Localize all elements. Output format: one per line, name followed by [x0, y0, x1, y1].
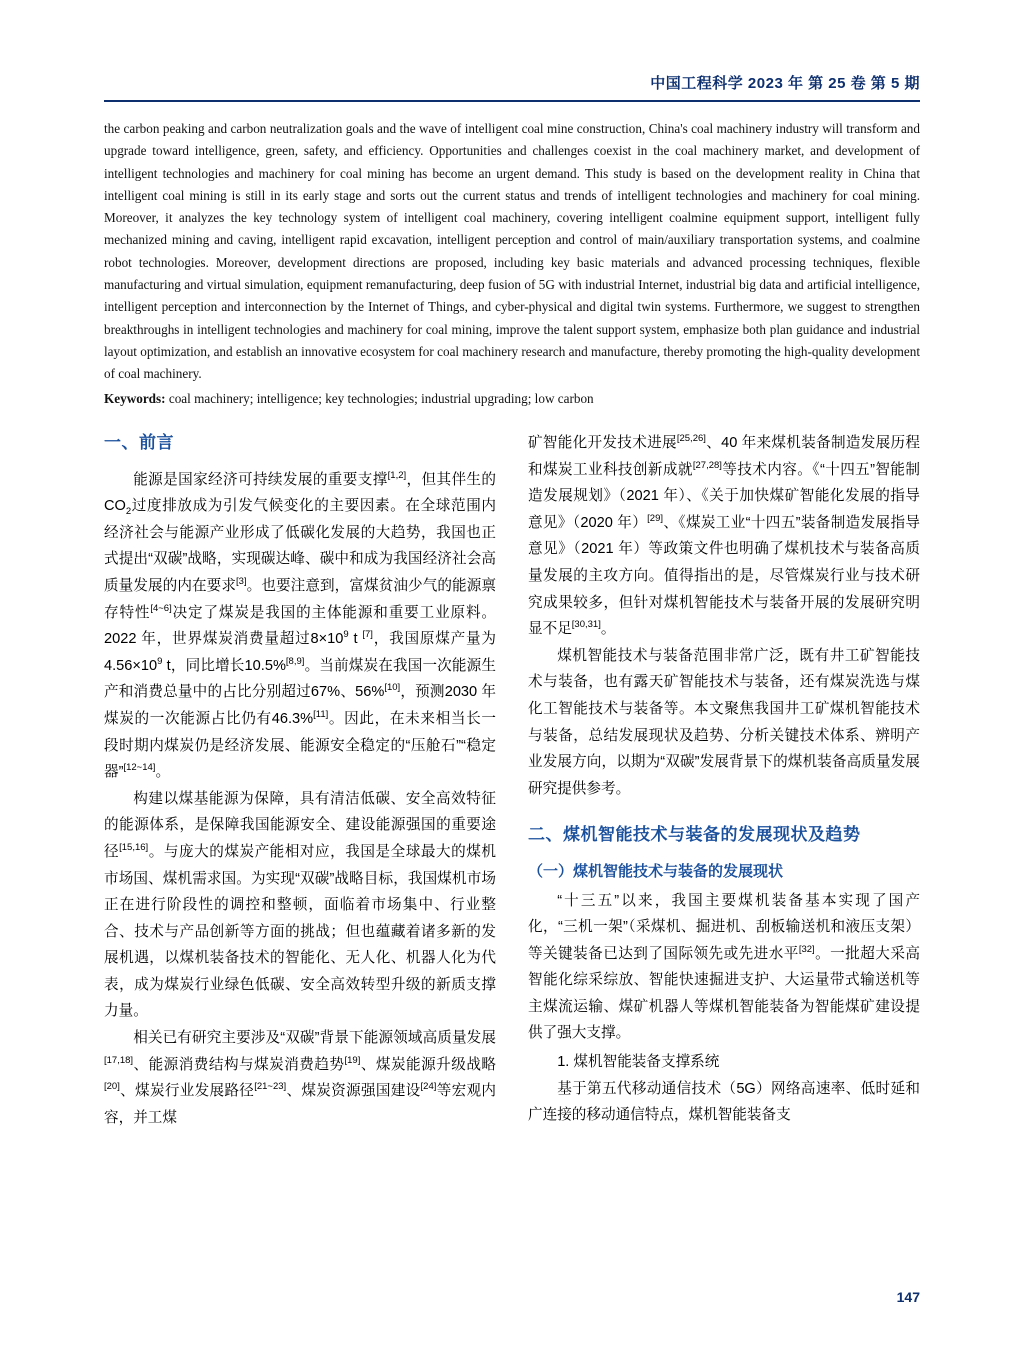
citation-ref: [32]	[798, 943, 815, 955]
exponent: 9	[343, 629, 349, 641]
paragraph-5g: 基于第五代移动通信技术（5G）网络高速率、低时延和广连接的移动通信特点，煤机智能装备支	[528, 1080, 920, 1124]
item-1-title: 1. 煤机智能装备支撑系统	[557, 1054, 720, 1071]
paragraph-status	[528, 888, 920, 1048]
text-run: 能源是国家经济可持续发展的重要支撑	[133, 471, 388, 488]
running-header: 中国工程科学 2023 年 第 25 卷 第 5 期	[650, 75, 920, 92]
subsection-1-title: （一）煤机智能技术与装备的发展现状	[528, 862, 784, 880]
citation-ref: [10]	[384, 682, 401, 694]
text-run: t，同比增长10.5%	[162, 657, 286, 674]
text-run: 。也要注意到，富煤贫油少气的能源禀存特性	[104, 577, 496, 621]
citation-ref: [21~23]	[254, 1081, 287, 1093]
citation-ref: [12~14]	[123, 762, 156, 774]
text-run: 、《煤炭工业“十四五”装备制造发展指导意见》（2021 年）等政策文件也明确了煤机技术与装备高质量发展的主攻方向。值得指出的是，尽管煤炭行业与技术研究成果较多，但针对煤机智能技术与装备开展的发展研究明显不足	[528, 514, 920, 638]
text-run: “十三五”以来，我国主要煤机装备基本实现了国产化，“三机一架”（采煤机、掘进机、刮板输送机和液压支架）等关键装备已达到了国际领先或先进水平	[528, 892, 920, 962]
header-divider	[104, 100, 920, 102]
text-run: 、能源消费结构与煤炭消费趋势	[133, 1056, 345, 1073]
citation-ref: [19]	[344, 1054, 361, 1066]
paragraph-continued	[528, 430, 920, 643]
text-run: 。因此，在未来相当长一段时期内煤炭仍是经济发展、能源安全稳定的“压舱石”“稳定器”	[104, 710, 496, 781]
text-run: 决定了煤炭是我国的主体能源和重要工业原料。2022 年，世界煤炭消费量超过8×10	[104, 604, 496, 648]
citation-ref: [4~6]	[150, 602, 172, 614]
text-run: 。	[600, 621, 616, 638]
section-2-title: 二、煤机智能技术与装备的发展现状及趋势	[528, 825, 861, 845]
text-run: 、煤炭行业发展路径	[119, 1083, 255, 1100]
text-run: 等宏观内容，并工煤	[104, 1083, 496, 1126]
paragraph-3	[104, 1025, 496, 1131]
text-run: 。一批超大采高智能化综采综放、智能快速掘进支护、大运量带式输送机等主煤流运输、煤矿机器人等煤机智能装备为智能煤矿建设提供了强大支撑。	[528, 945, 920, 1042]
text-run: 、40 年来煤机装备制造发展历程和煤炭工业科技创新成就	[528, 435, 920, 478]
text-run: 、煤炭资源强国建设	[286, 1083, 421, 1100]
paragraph-2	[104, 786, 496, 1025]
citation-ref: [1,2]	[387, 469, 407, 481]
citation-ref: [11]	[313, 709, 329, 721]
exponent: 9	[157, 655, 163, 667]
text-run: 相关已有研究主要涉及“双碳”背景下能源领域高质量发展	[133, 1030, 496, 1047]
section-1-title: 一、前言	[104, 433, 174, 452]
text-run: t	[348, 631, 363, 648]
text-run: 等技术内容。《“十四五”智能制造发展规划》（2021 年）、《关于加快煤矿智能化发展的指导意见》（2020 年）	[528, 461, 920, 531]
citation-ref: [27,28]	[692, 459, 722, 471]
paragraph-1	[104, 467, 496, 786]
text-run: 。当前煤炭在我国一次能源生产和消费总量中的占比分别超过67%、56%	[104, 657, 496, 701]
abstract-text: the carbon peaking and carbon neutralization goals and the wave of intelligent coal mine construction, China's coal machinery industry will transform and upgrade toward intelligence, green, safety, and efficiency. Opportunities and challenges coexist in the coal machinery market, and development of intelligent technologies and machinery for coal mining has become an urgent demand. This study is based on the development reality in China that intelligent coal mining is still in its early stage and sorts out the current status and trends of intelligent technologies and machinery for coal mining. Moreover, it analyzes the key technology system of intelligent coal machinery, covering intelligent coalmine equipment support, intelligent fully mechanized mining and caving, intelligent rapid excavation, intelligent perception and control of main/auxiliary transportation systems, and coalmine robot technologies. Moreover, development directions are proposed, including key basic materials and advanced processing techniques, flexible manufacturing and virtual simulation, equipment remanufacturing, deep fusion of 5G with industrial Internet, industrial big data and artificial intelligence, intelligent perception and interconnection by the Internet of Things, and cyber-physical and digital twin systems. Furthermore, we suggest to strengthen breakthroughs in intelligent technologies and machinery for coal mining, improve the talent support system, emphasize both plan guidance and industrial layout optimization, and establish an innovative ecosystem for coal machinery research and manufacture, thereby promoting the high-quality development of coal machinery.	[104, 121, 920, 382]
text-run: ，我国原煤产量为4.56×10	[104, 631, 496, 674]
subscript: 2	[125, 506, 132, 518]
text-run: 构建以煤基能源为保障，具有清洁低碳、安全高效特征的能源体系，是保障我国能源安全、建设能源强国的重要途径	[104, 790, 496, 860]
keywords-line	[104, 388, 920, 410]
text-run: ，预测2030 年煤炭的一次能源占比仍有46.3%	[104, 684, 496, 727]
citation-ref: [20]	[104, 1081, 120, 1093]
citation-ref: [8,9]	[285, 655, 305, 667]
citation-ref: [30,31]	[571, 619, 601, 631]
keywords-value: coal machinery; intelligence; key technologies; industrial upgrading; low carbon	[165, 390, 594, 406]
citation-ref: [17,18]	[104, 1054, 134, 1066]
paragraph-scope: 煤机智能技术与装备范围非常广泛，既有井工矿智能技术与装备，也有露天矿智能技术与装备，还有煤炭洗选与煤化工智能技术与装备等。本文聚焦我国井工矿煤机智能技术与装备，总结发展现状及趋势、分析关键技术体系、辨明产业发展方向，以期为“双碳”发展背景下的煤机装备高质量发展研究提供参考。	[528, 647, 920, 797]
keywords-label: Keywords:	[104, 390, 166, 406]
right-column	[528, 430, 920, 1129]
citation-ref: [15,16]	[119, 842, 149, 854]
text-run: 过度排放成为引发气候变化的主要因素。在全球范围内经济社会与能源产业形成了低碳化发展的大趋势，我国也正式提出“双碳”战略，实现碳达峰、碳中和成为我国经济社会高质量发展的内在要求	[104, 498, 496, 594]
abstract-block	[104, 118, 920, 410]
text-run: ，但其伴生的CO	[104, 471, 496, 515]
citation-ref: [24]	[420, 1081, 437, 1093]
text-run: 、煤炭能源升级战略	[360, 1056, 496, 1073]
citation-ref: [25,26]	[676, 433, 706, 445]
text-run: 。	[155, 764, 171, 781]
page-number: 147	[896, 1289, 920, 1305]
citation-ref: [29]	[647, 512, 664, 524]
citation-ref: [3]	[236, 576, 247, 588]
left-column	[104, 430, 496, 1131]
text-run: 。与庞大的煤炭产能相对应，我国是全球最大的煤机市场国、煤机需求国。为实现“双碳”战略目标，我国煤机市场正在进行阶段性的调控和整顿，面临着市场集中、行业整合、技术与产品创新等方面的挑战；但也蕴藏着诸多新的发展机遇，以煤机装备技术的智能化、无人化、机器人化为代表，成为煤炭行业绿色低碳、安全高效转型升级的新质支撑力量。	[104, 843, 496, 1020]
citation-ref: [7]	[362, 629, 373, 641]
text-run: 矿智能化开发技术进展	[528, 435, 677, 451]
